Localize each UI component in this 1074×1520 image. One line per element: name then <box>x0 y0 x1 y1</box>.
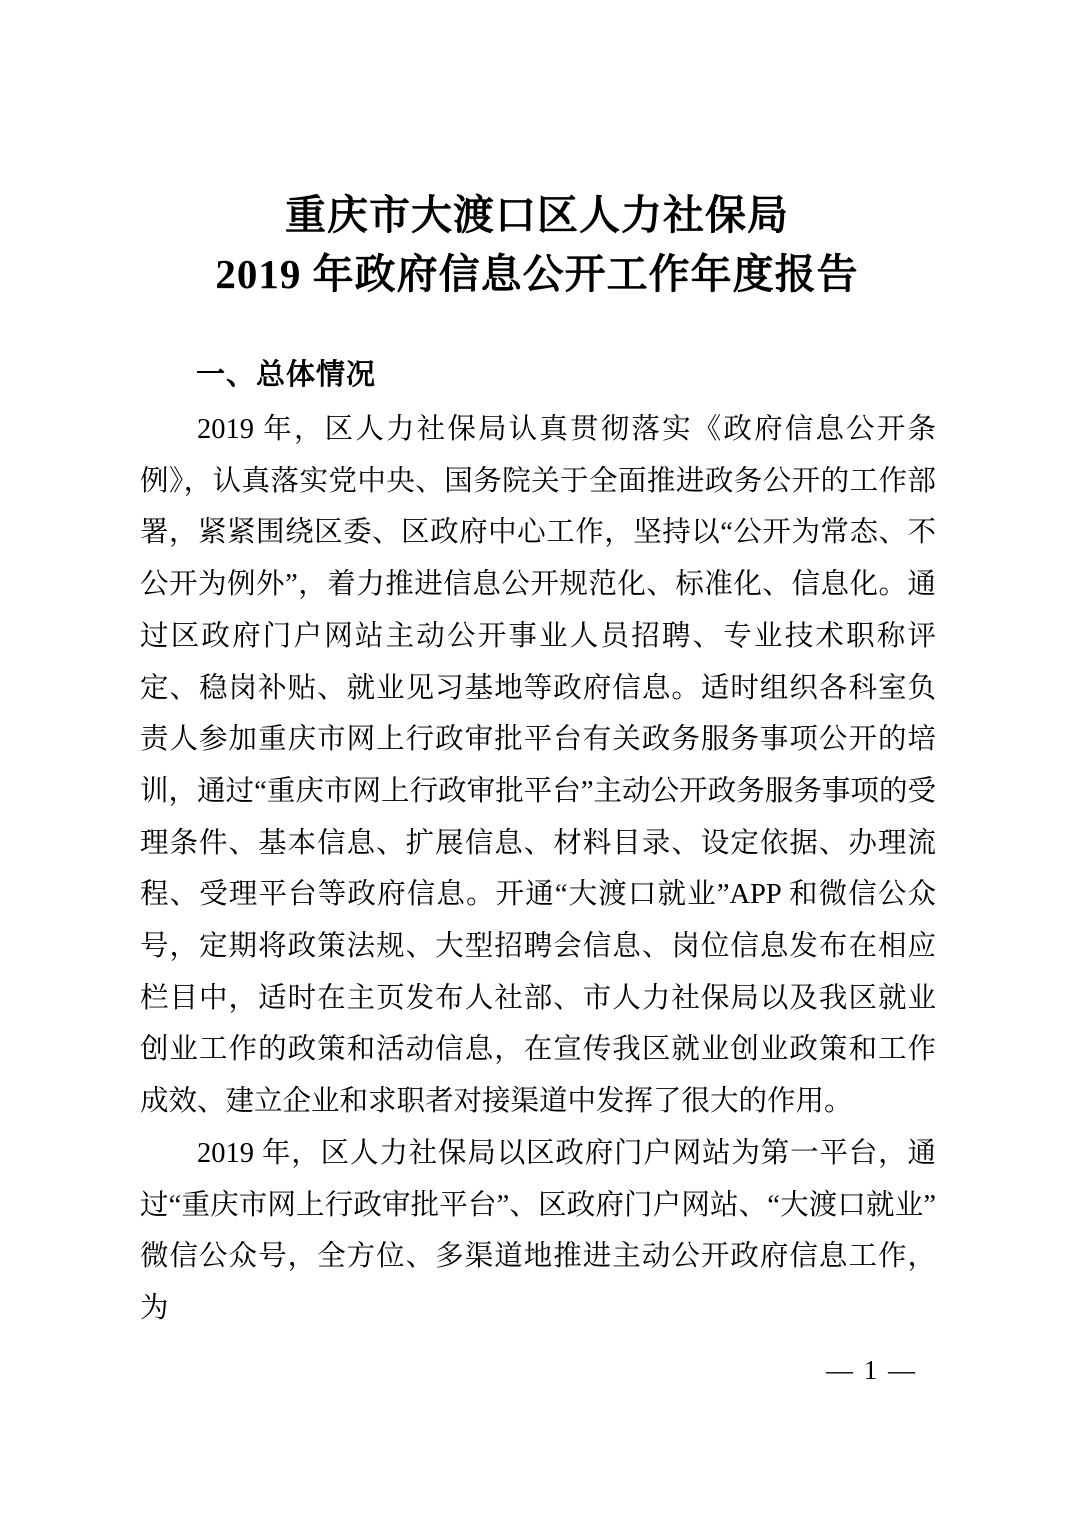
page-number: — 1 — <box>826 1355 917 1385</box>
paragraph: 2019 年，区人力社保局以区政府门户网站为第一平台，通过“重庆市网上行政审批平台”、区政府门户网站、“大渡口就业”微信公众号，全方位、多渠道地推进主动公开政府信息工作，为 <box>140 1137 936 1324</box>
document-title <box>0 186 1074 304</box>
document-title-line2: 2019 年政府信息公开工作年度报告 <box>215 251 859 297</box>
paragraph: 2019 年，区人力社保局认真贯彻落实《政府信息公开条例》，认真落实党中央、国务院关于全面推进政务公开的工作部署，紧紧围绕区委、区政府中心工作，坚持以“公开为常态、不公开为例外”，着力推进信息公开规范化、标准化、信息化。通过区政府门户网站主动公开事业人员招聘、专业技术职称评定、稳岗补贴、就业见习基地等政府信息。适时组织各科室负责人参加重庆市网上行政审批平台有关政务服务事项公开的培训，通过“重庆市网上行政审批平台”主动公开政务服务事项的受理条件、基本信息、扩展信息、材料目录、设定依据、办理流程、受理平台等政府信息。开通“大渡口就业”APP 和微信公众号，定期将政策法规、大型招聘会信息、岗位信息发布在相应栏目中，适时在主页发布人社部、市人力社保局以及我区就业创业工作的政策和活动信息，在宣传我区就业创业政策和工作成效、建立企业和求职者对接渠道中发挥了很大的作用。 <box>140 414 936 1118</box>
document-body <box>140 404 936 1335</box>
document-title-line1: 重庆市大渡口区人力社保局 <box>285 192 789 238</box>
section-heading: 一、总体情况 <box>196 359 377 391</box>
